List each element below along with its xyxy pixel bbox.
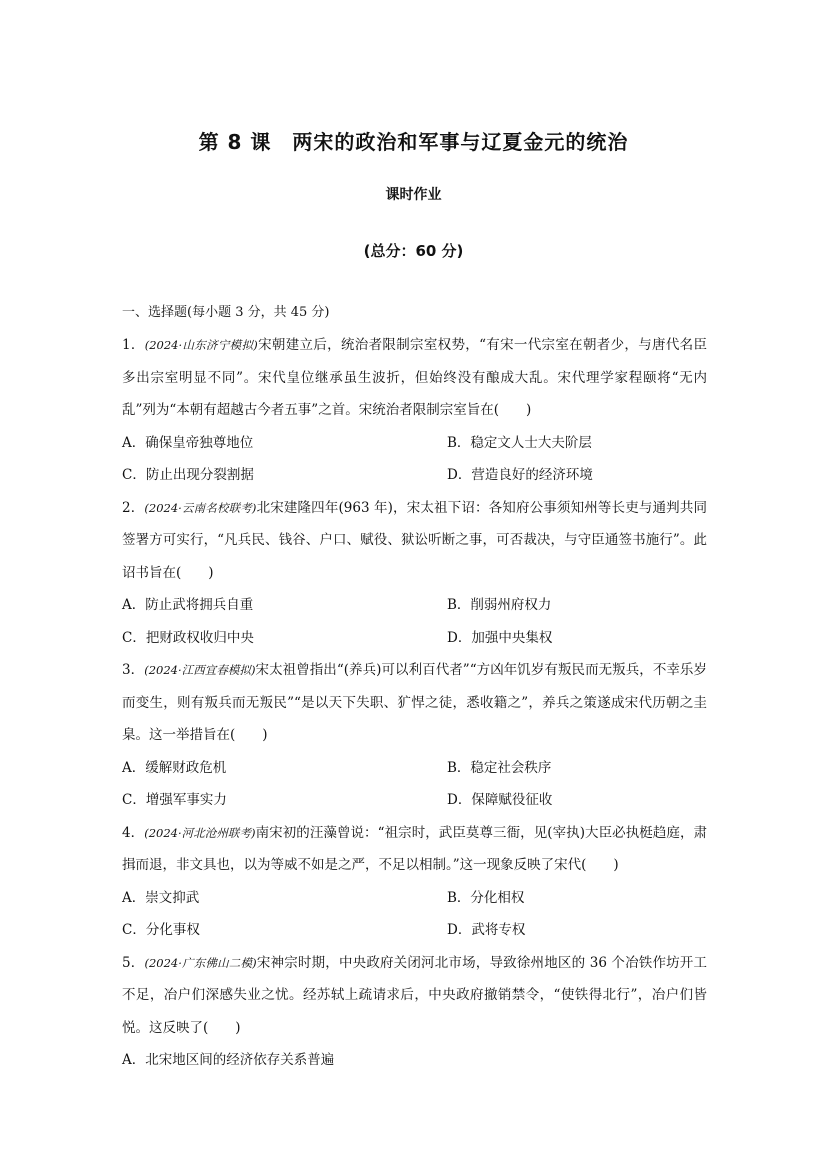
question-4 [122, 817, 707, 947]
question-number: 2． [122, 499, 145, 516]
question-number: 4． [122, 824, 145, 841]
question-number: 3． [122, 662, 145, 678]
option-a[interactable]: A．北宋地区间的经济依存关系普遍 [122, 1052, 335, 1068]
question-source: (2024·江西宜春模拟) [144, 663, 256, 677]
option-d[interactable]: D．武将专权 [447, 922, 526, 938]
section-heading: 一、选择题(每小题 3 分，共 45 分) [122, 305, 330, 320]
option-c[interactable]: C．增强军事实力 [122, 792, 227, 808]
page-title: 第 8 课 两宋的政治和军事与辽夏金元的统治 [198, 130, 629, 154]
question-1 [122, 329, 707, 492]
question-3 [122, 654, 707, 817]
total-score: (总分：60 分) [363, 242, 464, 260]
option-c[interactable]: C．防止出现分裂割据 [122, 467, 254, 483]
question-number: 5． [122, 954, 145, 971]
option-a[interactable]: A．崇文抑武 [122, 889, 200, 906]
option-c[interactable]: C．分化事权 [122, 922, 200, 938]
question-stem [122, 947, 707, 1045]
question-stem [122, 817, 707, 882]
option-b[interactable]: B．削弱州府权力 [447, 597, 552, 613]
question-source: (2024·河北沧州联考) [144, 825, 256, 840]
option-d[interactable]: D．营造良好的经济环境 [447, 467, 593, 483]
question-text: 南宋初的汪藻曾说：“祖宗时，武臣莫尊三衙，见(宰执)大臣必执梃趋庭，肃揖而退，非文具也，以为等威不如是之严，不足以相制。”这一现象反映了宋代( ) [122, 824, 708, 873]
question-stem [122, 492, 707, 590]
question-source: (2024·山东济宁模拟) [144, 338, 258, 352]
option-grid [122, 752, 707, 817]
question-source: (2024·广东佛山二模) [144, 955, 257, 970]
question-5 [122, 947, 707, 1077]
option-b[interactable]: B．分化相权 [447, 889, 525, 906]
question-text: 宋太祖曾指出“(养兵)可以利百代者”“方凶年饥岁有叛民而无叛兵，不幸乐岁而变生，则有叛兵而无叛民”“是以天下失职、犷悍之徒，悉收籍之”，养兵之策遂成宋代历朝之圭臬。这一举措旨在( ) [122, 662, 707, 743]
question-text: 宋神宗时期，中央政府关闭河北市场，导致徐州地区的 36 个冶铁作坊开工不足，冶户们深感失业之忧。经苏轼上疏请求后，中央政府撤销禁令，“使铁得北行”，冶户们皆悦。这反映了( ) [122, 954, 707, 1036]
option-b[interactable]: B．稳定文人士大夫阶层 [447, 434, 592, 451]
option-a[interactable]: A．防止武将拥兵自重 [122, 597, 254, 613]
option-d[interactable]: D．保障赋役征收 [447, 792, 553, 808]
option-d[interactable]: D．加强中央集权 [447, 629, 553, 646]
question-text: 宋朝建立后，统治者限制宗室权势，“有宋一代宗室在朝者少，与唐代名臣多出宗室明显不同”。宋代皇位继承虽生波折，但始终没有酿成大乱。宋代理学家程颐将“无内乱”列为“本朝有超越古今者五事”之首。宋统治者限制宗室旨在( ) [122, 337, 707, 418]
question-stem [122, 654, 707, 752]
option-b[interactable]: B．稳定社会秩序 [447, 759, 552, 776]
question-source: (2024·云南名校联考) [144, 500, 257, 515]
option-grid [122, 589, 707, 654]
option-c[interactable]: C．把财政权收归中央 [122, 629, 254, 646]
question-list [122, 297, 707, 1077]
question-text: 北宋建隆四年(963 年)，宋太祖下诏：各知府公事须知州等长吏与通判共同签署方可实行，“凡兵民、钱谷、户口、赋役、狱讼听断之事，可否裁决，与守臣通签书施行”。此诏书旨在( ) [122, 499, 707, 581]
option-grid [122, 427, 707, 492]
question-number: 1． [122, 337, 145, 353]
question-stem [122, 329, 707, 427]
option-a[interactable]: A．确保皇帝独尊地位 [122, 434, 254, 451]
option-a[interactable]: A．缓解财政危机 [122, 759, 227, 776]
option-grid [122, 882, 707, 947]
question-2 [122, 492, 707, 655]
page-subtitle: 课时作业 [385, 187, 442, 203]
